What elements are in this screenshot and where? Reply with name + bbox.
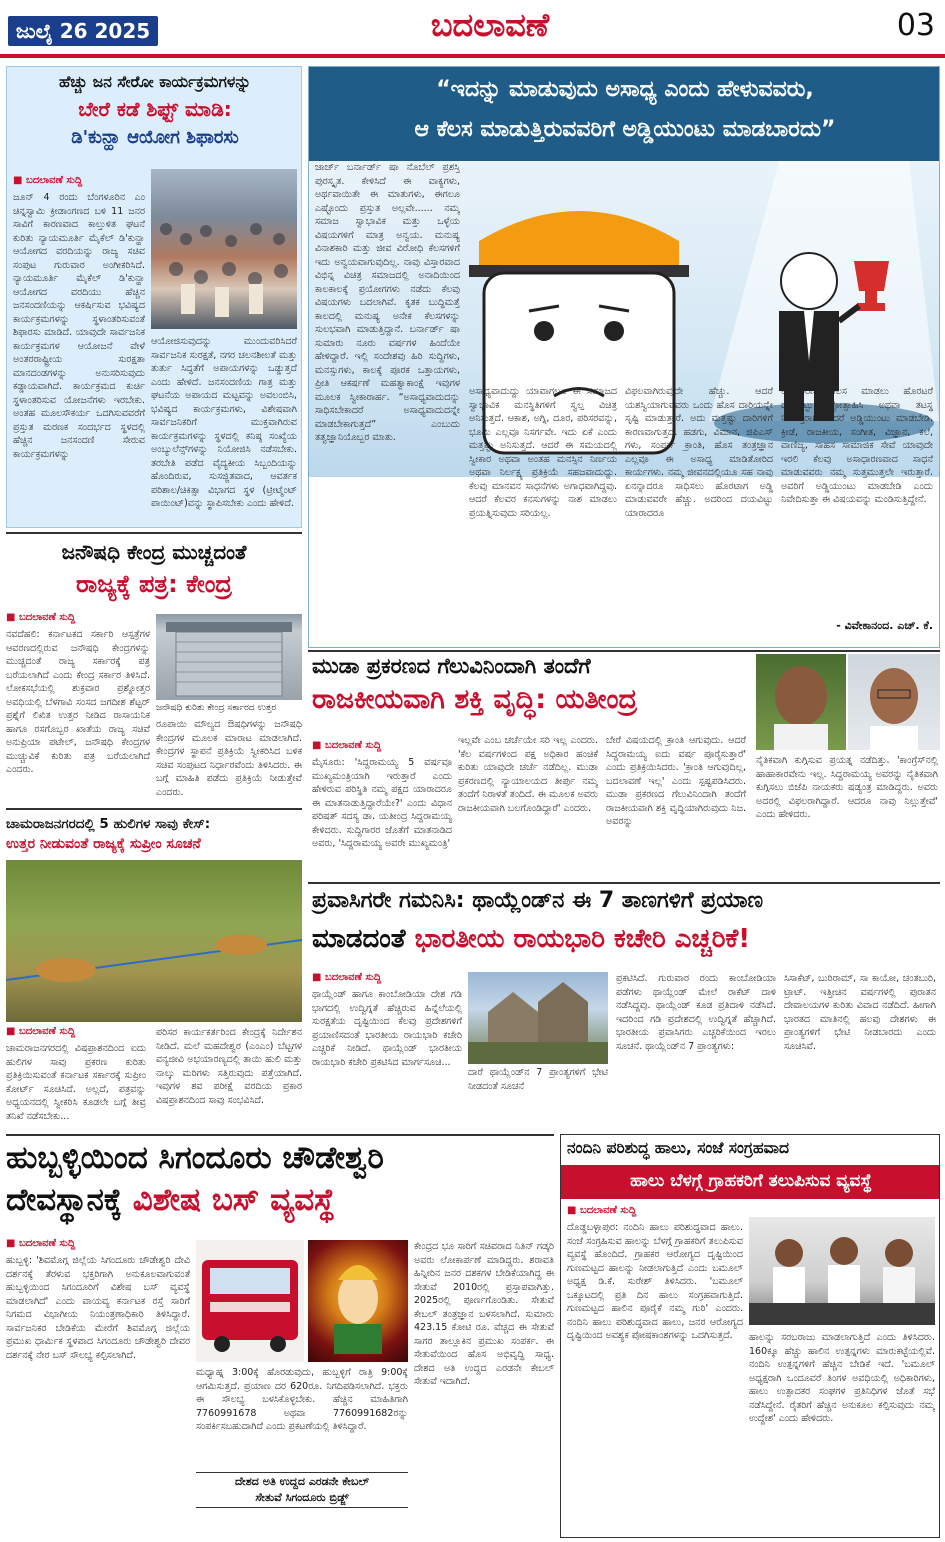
story-body: ನವದೆಹಲಿ: ಕರ್ನಾಟಕದ ಸರ್ಕಾರಿ ಆಸ್ಪತ್ರೆಗಳ ಆವರಣದಲ್ಲಿರುವ ಜನೌಷಧಿ ಕೇಂದ್ರಗಳನ್ನು ಮುಚ್ಚದಂತೆ ರಾಜ್ಯ ಸರ್ಕಾರಕ್ಕೆ ಪತ್ರ ಬರೆಯಲಾಗಿದೆ ಎಂದು ಕೇಂದ್ರ ಸರ್ಕಾರ ತಿಳಿಸಿದೆ. ಲೋಕಸಭೆಯಲ್ಲಿ ಶುಕ್ರವಾರ ಪ್ರಶ್ನೋತ್ತರ ಅವಧಿಯಲ್ಲಿ ಬೆಳಗಾವಿ ಸಂಸದ ಜಗದೀಶ ಶೆಟ್ಟರ್ ಪ್ರಶ್ನೆಗೆ ಲಿಖಿತ ಉತ್ತರ ನೀಡಿದ ರಾಸಾಯನಿಕ ಹಾಗೂ ರಸಗೊಬ್ಬರ ಖಾತೆಯ ರಾಜ್ಯ ಸಚಿವೆ ಅನುಪ್ರಿಯಾ ಪಟೇಲ್, ಜನೌಷಧಿ ಕೇಂದ್ರಗಳ ಮುಚ್ಚುವಿಕೆ ಕುರಿತು ಪತ್ರ ಬರೆಯಲಾಗಿದೆ ಎಂದರು. [6,629,150,775]
bus-illustration [196,1240,304,1362]
temple-photo [468,972,608,1064]
story-body: ಮೈಸೂರು: 'ಸಿದ್ದರಾಮಯ್ಯ 5 ವರ್ಷವೂ ಮುಖ್ಯಮಂತ್ರಿಯಾಗಿ ಇರುತ್ತಾರೆ ಎಂದು ಹೇಳಿರುವ ಪರಿಸ್ಥಿತಿ ನಮ್ಮ ಪಕ್ಷದ ಯಾರಾದರೂ ಈ ಮಾತನಾಡುತ್ತಿದ್ದಾರೆಯೇ?' ಎಂದು ವಿಧಾನ ಪರಿಷತ್ ಸದಸ್ಯ ಡಾ. ಯತೀಂದ್ರ ಸಿದ್ದರಾಮಯ್ಯ ಕೇಳಿದರು. ಸುದ್ದಿಗಾರರ ಜೊತೆಗೆ ಮಾತನಾಡಿದ ಅವರು, 'ಸಿದ್ದರಾಮಯ್ಯ ಅವರೇ ಮುಖ್ಯಮಂತ್ರಿ' [312,757,452,849]
story-headline: ಹಾಲು ಬೆಳಗ್ಗೆ ಗ್ರಾಹಕರಿಗೆ ತಲುಪಿಸುವ ವ್ಯವಸ್ಥೆ [630,1171,872,1191]
masthead-bar [0,0,945,58]
story-body: ಪ್ರಕಟಿಸಿದೆ. ಗುರುವಾರ ರಂದು ಕಾಂಬೋಡಿಯಾ ಪಡೆಗಳು ಥಾಯ್ಲೆಂಡ್ ಮೇಲೆ ರಾಕೆಟ್ ದಾಳಿ ನಡೆಸಿದ್ದವು. ಥಾಯ್ಲೆಂಡ್ ಕೂಡ ಪ್ರತಿದಾಳಿ ನಡೆಸಿದೆ. ಇದರಿಂದ ಗಡಿ ಪ್ರದೇಶದಲ್ಲಿ ಉದ್ವಿಗ್ನತೆ ಹೆಚ್ಚಾಗಿದೆ. ಭಾರತೀಯ ಪ್ರವಾಸಿಗರು ಎಚ್ಚರಿಕೆಯಿಂದ ಇರಲು ಸೂಚನೆ. ಥಾಯ್ಲೆಂಡ್‌ನ 7 ಪ್ರಾಂತ್ಯಗಳು: [616,973,776,1052]
story-tigers [6,812,302,1130]
photo-caption: ಜನೌಷಧಿ ಕುರಿತು ಕೇಂದ್ರ ಸರ್ಕಾರದ ಉತ್ತರ [156,703,277,713]
story-headline: ರಾಜಕೀಯವಾಗಿ ಶಕ್ತಿ ವೃದ್ಧಿ: ಯತೀಂದ್ರ [312,684,638,715]
portrait-illustration [848,654,940,750]
section-rule [308,882,940,884]
story-bus [6,1138,554,1538]
story-headline: ಜನೌಷಧಿ ಕೇಂದ್ರ ಮುಚ್ಚದಂತೆ [61,540,247,564]
newspaper-title: ಬದಲಾವಣೆ [430,6,550,44]
story-nandini [560,1134,940,1538]
politician-photo-right [848,654,940,750]
shutter-photo [156,614,302,700]
story-headline: ಮುಡಾ ಪ್ರಕರಣದ ಗೆಲುವಿನಿಂದಾಗಿ ತಂದೆಗೆ [312,654,591,678]
section-rule [6,532,302,534]
story-janaushadhi [6,536,302,806]
story-headline: ಚಾಮರಾಜನಗರದಲ್ಲಿ 5 ಹುಲಿಗಳ ಸಾವು ಕೇಸ್: [6,816,211,832]
story-headline: ನಂದಿನಿ ಪರಿಶುದ್ಧ ಹಾಲು, ಸಂಜೆ ಸಂಗ್ರಹವಾದ [567,1139,790,1157]
story-body: ಜೂನ್ 4 ರಂದು ಬೆಂಗಳೂರಿನ ಎಂ ಚಿನ್ನಸ್ವಾಮಿ ಕ್ರೀಡಾಂಗಣದ ಬಳಿ 11 ಜನರ ಸಾವಿಗೆ ಕಾರಣವಾದ ಕಾಲ್ತುಳಿತ ಘಟನೆ ಕುರಿತು ನ್ಯಾಯಮೂರ್ತಿ ಮೈಕೆಲ್ ಡಿ'ಕುನ್ಹಾ ಆಯೋಗದ ವರದಿಯನ್ನು ರಾಜ್ಯ ಸಚಿವ ಸಂಪುಟ ಗುರುವಾರ ಅಂಗೀಕರಿಸಿದೆ. ನ್ಯಾಯಮೂರ್ತಿ ಮೈಕೆಲ್ ಡಿ'ಕುನ್ಹಾ ಆಯೋಗದ ವರದಿಯು ಹೆಚ್ಚಿನ ಜನಸಂದಣಿಯನ್ನು ಆಕರ್ಷಿಸುವ ಭವಿಷ್ಯದ ಕಾರ್ಯಕ್ರಮಗಳನ್ನು ಸ್ಥಳಾಂತರಿಸುವಂತೆ ಶಿಫಾರಸು ಮಾಡಿದೆ. ಯಾವುದೇ ಸಾರ್ವಜನಿಕ ಕಾರ್ಯಕ್ರಮಗಳ ಆಯೋಜನೆ ವೇಳೆ ಅಂತರರಾಷ್ಟ್ರೀಯ ಸುರಕ್ಷತಾ ಮಾನದಂಡಗಳನ್ನು ಅನುಸರಿಸುವುದು ಕಡ್ಡಾಯವಾಗಿದೆ. ಕಾರ್ಯಕ್ರಮದ ಕುರ್ಚಿ ಸ್ಥಳಾಂತರಿಸುವ ಯೋಜನೆಗಳು ಇರಬೇಕು. ಅಂತಹ ಮೂಲಸೌಕರ್ಯ ಒದಗಿಸುವವರೆಗೆ ಪ್ರಸ್ತುತ ಮರಣಕ ಸಂದರ್ಭದ ಸ್ಥಳದಲ್ಲಿ ಹೆಚ್ಚಿನ ಜನಸಂದಣಿ ಸೇರುವ ಕಾರ್ಯಕ್ರಮಗಳನ್ನು [13,192,145,460]
info-box-title: ದೇಶದ ಅತಿ ಉದ್ದದ ಎರಡನೇ ಕೇಬಲ್ [235,1475,369,1488]
headline-part: ವಿಶೇಷ ಬಸ್ ವ್ಯವಸ್ಥೆ [132,1182,336,1218]
quote-text: ಆ ಕೆಲಸ ಮಾಡುತ್ತಿರುವವರಿಗೆ ಅಡ್ಡಿಯುಂಟು ಮಾಡಬಾರದು” [414,117,836,142]
crowd-illustration [151,169,297,329]
feature-intro: ಜಾರ್ಜ್ ಬರ್ನಾರ್ಡ್ ಷಾ ನೊಬೆಲ್ ಪ್ರಶಸ್ತಿ ಪುರಸ್ಕೃತ. ಕೇಳಿಸಿದೆ ಈ ವಾಕ್ಯಗಳು, ಅರ್ಥವಾಯಿತೇ ಈ ಮಾತುಗಳು, ಈಗಲೂ ಎಷ್ಟೊಂದು ಪ್ರಸ್ತುತ ಅಲ್ಲವೇ...... ನಮ್ಮ ಸಮಾಜ ಸ್ವಾಭಾವಿಕ ಮತ್ತು ಒಳ್ಳೆಯ ವಿಷಯಗಳಿಗೆ ಮಾತ್ರ ಅನ್ವಯ. ಮನುಷ್ಯ ವಿನಾಶಕಾರಿ ಮತ್ತು ಜೀವ ವಿರೋಧಿ ಕೆಲಸಗಳಿಗೆ ಇದು ಅನ್ವಯವಾಗುವುದಿಲ್ಲ. ನಾವು ವಿಸ್ತಾರವಾದ ವಿಭಿನ್ನ ವಿಚಿತ್ರ ಸಮಾಜದಲ್ಲಿ ಅನಾದಿಯಿಂದ ಕಾಲಕಾಲಕ್ಕೆ ಪ್ರಯೋಗಗಳು ನಡೆದು ಕೆಲವು ವಿಷಯಗಳು ಬದಲಾಗಿವೆ. ಕೃತಕ ಬುದ್ಧಿಮತ್ತೆ ಕಾಲದಲ್ಲಿ ಮನುಷ್ಯ ಅನೇಕ ಕೆಲಸಗಳನ್ನು ಸುಲಭವಾಗಿ ಮಾಡುತ್ತಿದ್ದಾನೆ. ಬರ್ನಾರ್ಡ್ ಷಾ ಸುಮಾರು ನೂರು ವರ್ಷಗಳ ಹಿಂದೆಯೇ ಹೇಳಿದ್ದಾರೆ. ಇಲ್ಲಿ ಸಂದೇಶವು ಹಿರಿ ಸುದ್ದಿಗಳು, ಮನಸ್ಸುಗಳು, ಕಾಲಕ್ಕೆ ಪೂರಕ ಒತ್ತಾಯಗಳು, ಪ್ರೀತಿ ಆಕರ್ಷಣೆ ಮಹತ್ವಾಕಾಂಕ್ಷೆ ಇವುಗಳ ಮೂಲಕ ಸ್ವೀಕಾರಾರ್ಹ. “ಅಸಾಧ್ಯವಾದುದನ್ನು ಸಾಧಿಸಬೇಕಾದರೆ ಅಸಾಧ್ಯವಾದುದನ್ನೇ ಮಾಡಬೇಕಾಗುತ್ತದೆ” ಎಂಬುದು ತತ್ವಜ್ಞಾನಿಯೊಬ್ಬರ ಮಾತು. [315,162,460,443]
headline-part: ದೇವಸ್ಥಾನಕ್ಕೆ [6,1182,133,1218]
byline: ■ ಬದಲಾವಣೆ ಸುದ್ದಿ [6,612,75,623]
portrait-illustration [756,654,846,750]
story-body: ಹುಬ್ಬಳ್ಳಿ: 'ಶಿವಮೊಗ್ಗ ಜಿಲ್ಲೆಯ ಸಿಗಂದೂರು ಚೌಡೇಶ್ವರಿ ದೇವಿ ದರ್ಶನಕ್ಕೆ ತೆರಳುವ ಭಕ್ತರಿಗಾಗಿ ಅನುಕೂಲವಾಗುವಂತೆ ಹುಬ್ಬಳ್ಳಿಯಿಂದ ಸಿಗಂದೂರಿಗೆ ವಿಶೇಷ ಬಸ್ ವ್ಯವಸ್ಥೆ ಮಾಡಲಾಗಿದೆ' ಎಂದು ವಾಯವ್ಯ ಕರ್ನಾಟಕ ರಸ್ತೆ ಸಾರಿಗೆ ನಿಗಮದ ವಿಭಾಗೀಯ ನಿಯಂತ್ರಣಾಧಿಕಾರಿ ತಿಳಿಸಿದ್ದಾರೆ. ಸಾರ್ವಜನಿಕರ ಬೇಡಿಕೆಯ ಮೇರೆಗೆ ಶಿವಮೊಗ್ಗ ಜಿಲ್ಲೆಯ ಪ್ರಮುಖ ಧಾರ್ಮಿಕ ಸ್ಥಳವಾದ ಸಿಗಂದೂರು ಚೌಡೇಶ್ವರಿ ದೇವರ ದರ್ಶನಕ್ಕೆ ನೇರ ಬಸ್ ಸೌಲಭ್ಯ ಕಲ್ಪಿಸಲಾಗಿದೆ. [6,1255,190,1361]
photo-caption: ದಾರೆ ಥಾಯ್ಲೆಂಡ್‌ನ 7 ಪ್ರಾಂತ್ಯಗಳಿಗೆ ಭೇಟಿ ನೀಡದಂತೆ ಸೂಚನೆ [468,1067,608,1092]
section-rule [308,650,940,652]
story-body: ನೈತಿಕವಾಗಿ ಕುಗ್ಗಿಸುವ ಪ್ರಯತ್ನ ನಡೆದಿತ್ತು. 'ಕಾಂಗ್ರೆಸ್‌ನಲ್ಲಿ ಹಾಹಾಕಾರವೇನು ಇಲ್ಲ. ಸಿದ್ದರಾಮಯ್ಯ ಅವರನ್ನು ನೈತಿಕವಾಗಿ ಕುಗ್ಗಿಸಲು ಬಿಜೆಪಿ ನಾಯಕರು ಷಡ್ಯಂತ್ರ ಮಾಡಿದ್ದರು. ಅವರು ಅದರಲ್ಲಿ ವಿಫಲರಾಗಿದ್ದಾರೆ. ಆದರೂ ನಾವು ನಿಲ್ಲುತ್ತೇವೆ' ಎಂದು ಹೇಳಿದರು. [756,755,938,820]
story-body: ಕೇಂದ್ರದ ಭೂ ಸಾರಿಗೆ ಸಚಿವರಾದ ನಿತಿನ್ ಗಡ್ಕರಿ ಅವರು ಲೋಕಾರ್ಪಣೆ ಮಾಡಿದ್ದರು. ಶರಾವತಿ ಹಿನ್ನೀರಿನ ಜನರ ದಶಕಗಳ ಬೇಡಿಕೆಯಾಗಿದ್ದ ಈ ಸೇತುವೆ 2010ರಲ್ಲಿ ಪ್ರಸ್ತಾಪವಾಗಿತ್ತು. 2025ರಲ್ಲಿ ಪೂರ್ಣಗೊಂಡಿತು. ಸೇತುವೆ ಕೇಬಲ್ ತಂತ್ರಜ್ಞಾನ ಬಳಸಲಾಗಿದೆ. ಸುಮಾರು 423.15 ಕೋಟಿ ರೂ. ವೆಚ್ಚದ ಈ ಸೇತುವೆ ಸಾಗರ ತಾಲ್ಲೂಕಿನ ಪ್ರಮುಖ ಸಂಪರ್ಕ. ಈ ಸೇತುವೆಯಿಂದ ಹೊಸ ಅಭಿವೃದ್ಧಿ ಸಾಧ್ಯ. ದೇಶದ ಅತಿ ಉದ್ದದ ಎರಡನೇ ಕೇಬಲ್ ಸೇತುವೆ ಇದಾಗಿದೆ. [414,1241,554,1387]
story-body: ಹಾಲನ್ನು ಸರಬರಾಜು ಮಾಡಲಾಗುತ್ತಿದೆ ಎಂದು ತಿಳಿಸಿದರು. 160ಕ್ಕೂ ಹೆಚ್ಚು ಹಾಲಿನ ಉತ್ಪನ್ನಗಳು ಮಾರುಕಟ್ಟೆಯಲ್ಲಿವೆ. ನಂದಿನಿ ಉತ್ಪನ್ನಗಳಿಗೆ ಹೆಚ್ಚಿನ ಬೇಡಿಕೆ ಇದೆ. 'ಬಮೂಲ್ ಅಧ್ಯಕ್ಷರಾಗಿ ಒಂದೂವರೆ ತಿಂಗಳ ಅವಧಿಯಲ್ಲಿ ಅಧಿಕಾರಿಗಳು, ಹಾಲು ಉತ್ಪಾದಕರ ಸಂಘಗಳ ಪ್ರತಿನಿಧಿಗಳ ಜೊತೆ ಸಭೆ ನಡೆಸಿದ್ದೇನೆ. ರೈತರಿಗೆ ಹೆಚ್ಚಿನ ಅನುಕೂಲ ಕಲ್ಪಿಸುವುದು ನಮ್ಮ ಉದ್ದೇಶ' ಎಂದು ಹೇಳಿದರು. [749,1332,935,1424]
press-meet-illustration [749,1217,935,1325]
byline: ■ ಬದಲಾವಣೆ ಸುದ್ದಿ [13,175,82,186]
story-muda [308,654,940,880]
feature-body: ಅಸಾಧಾರಣ ಕೆಲಸ ಮಾಡಲು ಹೊರಟರೆ ದಯವಿಟ್ಟು ಪ್ರೋತ್ಸಾಹಿಸಿ ಅಥವಾ ತಟಸ್ಥ ನಿರ್ಲಿಪ್ತರಾಗಿ. ಆದರೆ ಅಡ್ಡಿಯುಂಟು ಮಾಡಬೇಡಿ. ಕ್ರೀಡೆ, ರಾಜಕೀಯ, ಸಂಗೀತ, ವಿಜ್ಞಾನ, ಕಲೆ, ವಾಣಿಜ್ಯ, ಸಾಹಸ ಸಾಮಾಜಿಕ ಸೇವೆ ಯಾವುದೇ ಇರಲಿ ಕೆಲವು ಅಸಾಧಾರಣವಾದ ಸಾಧನೆ ಮಾಡುವವರು ನಮ್ಮ ಸುತ್ತಮುತ್ತಲೇ ಇರುತ್ತಾರೆ. ಅವರಿಗೆ ಅಡ್ಡಿಯುಂಟು ಮಾಡಬೇಡಿ ಎಂದು ನಿವೇದಿಸುತ್ತಾ ಈ ವಿಷಯವನ್ನು ಮಂಡಿಸುತ್ತಿದ್ದೇನೆ. [781,386,933,505]
crowd-photo [151,169,297,329]
story-body: ಥಾಯ್ಲೆಂಡ್ ಹಾಗೂ ಕಾಂಬೋಡಿಯಾ ದೇಶ ಗಡಿ ಭಾಗದಲ್ಲಿ ಉದ್ವಿಗ್ನತೆ ಹೆಚ್ಚಿರುವ ಹಿನ್ನೆಲೆಯಲ್ಲಿ ಸುರಕ್ಷತೆಯ ದೃಷ್ಟಿಯಿಂದ ಕೆಲವು ಪ್ರದೇಶಗಳಿಗೆ ಪ್ರಯಾಣಿಸದಂತೆ ಭಾರತೀಯ ರಾಯಭಾರಿ ಕಚೇರಿ ಎಚ್ಚರಿಕೆ ನೀಡಿದೆ. ಥಾಯ್ಲೆಂಡ್ ಭಾರತೀಯ ರಾಯಭಾರಿ ಕಚೇರಿ ಪ್ರಕಟಿಸಿದ ಮಾರ್ಗಸೂಚಿ... [312,989,462,1068]
quote-text: “ಇದನ್ನು ಮಾಡುವುದು ಅಸಾಧ್ಯ ಎಂದು ಹೇಳುವವರು, [436,77,814,102]
feature-body: ಅಸಾಧ್ಯವಾದುದ್ದು ಯಾವಾಗಲೂ ಈ ಸಮಾಜದ ಸ್ವಾಭಾವಿಕ ಮನಸ್ಥಿತಿಗಳಿಗೆ ಸ್ವಲ್ಪ ವಿಚಿತ್ರ ಅನಿಸುತ್ತದೆ. ಆಕಾಶ, ಅಗ್ನಿ, ದೂರ, ಪರಿಸರವನ್ನು, ಭೂಮಿ ಎಲ್ಲವೂ ನಿಸರ್ಗವೇ. ಇದು ಏಕೆ ಎಂದು ಮತ್ತಷ್ಟು ಅನಿಸುತ್ತದೆ. ಆದರೆ ಈ ಸಮಯದಲ್ಲಿ ಸ್ವೀಕಾರ ಅಥವಾ ಅಂತಹ ಮನಸ್ಸಿನ ನಿರ್ಣಯ ಅಥವಾ ನಿರ್ಲಕ್ಷ್ಯ ಪ್ರತಿಕ್ರಿಯೆ ಸಹಜವಾದುದ್ದು. ಕೆಲವು ಮಾನವನ ಸಾಧನೆಗಳು ಅಗಾಧವಾಗಿದ್ದವು. ಆದರೆ ಕೆಲವರ ಕನಸುಗಳನ್ನು ನಾಶ ಮಾಡಲು ಪ್ರಯತ್ನಿಸುವುದು ಸರಿಯಲ್ಲ. [469,386,617,519]
shop-shutter-illustration [156,614,302,700]
press-meet-photo [749,1217,935,1325]
section-rule [6,1134,554,1136]
story-headline: ಉತ್ತರ ನೀಡುವಂತೆ ರಾಜ್ಯಕ್ಕೆ ಸುಪ್ರೀಂ ಸೂಚನೆ [6,836,201,852]
story-body: ಸಿಸಾಕೆಟ್, ಬುರಿರಾಮ್, ಸಾ ಕಾಯೋ, ಚಂತಬುರಿ, ಟ್ರಾಟ್. ಇತ್ತೀಚಿನ ವರ್ಷಗಳಲ್ಲಿ ಪುರಾತನ ದೇವಾಲಯಗಳ ಕುರಿತು ವಿವಾದ ನಡೆದಿದೆ. ಹೀಗಾಗಿ ಭಾರತದ ಮಾತಿನಲ್ಲಿ ಹಲವು ದೇಶಗಳು ಈ ಪ್ರಾಂತ್ಯಗಳಿಗೆ ಭೇಟಿ ನೀಡಬಾರದು ಎಂದು ಸೂಚಿಸಿವೆ. [784,973,936,1052]
story-headline: ಹೆಚ್ಚು ಜನ ಸೇರೋ ಕಾರ್ಯಕ್ರಮಗಳನ್ನು [58,73,251,91]
story-headline: ಡಿ'ಕುನ್ಹಾ ಆಯೋಗ ಶಿಫಾರಸು [71,127,239,148]
page-number: 03 [896,8,935,43]
temple-illustration [468,972,608,1064]
story-body: ರೂಪಾಯಿ ಮೌಲ್ಯದ ಔಷಧಿಗಳನ್ನು ಜನೌಷಧಿ ಕೇಂದ್ರಗಳ ಮೂಲಕ ಮಾರಾಟ ಮಾಡಲಾಗಿದೆ. ಕೇಂದ್ರಗಳ ಸ್ಥಾಪನೆ ಪ್ರತಿಕ್ರಿಯೆ ಸ್ವೀಕರಿಸಿದ ಬಳಿಕ ಸಚಿವ ಸಂಪುಟದ ನಿರ್ಧಾರವೆಂದು ತಿಳಿಸಿದರು. ಈ ಬಗ್ಗೆ ಮಾಹಿತಿ ಪಡೆದು ಪ್ರತಿಕ್ರಿಯೆ ನೀಡುತ್ತೇವೆ ಎಂದರು. [156,719,302,798]
story-body: ಮಧ್ಯಾಹ್ನ 3:00ಕ್ಕೆ ಹೊರಡುವುದು, ಹುಬ್ಬಳ್ಳಿಗೆ ರಾತ್ರಿ 9:00ಕ್ಕೆ ಆಗಮಿಸುತ್ತದೆ. ಪ್ರಯಾಣ ದರ 620ರೂ. ನಿಗದಿಪಡಿಸಲಾಗಿದೆ. ಭಕ್ತರು ಈ ಸೌಲಭ್ಯ ಬಳಸಿಕೊಳ್ಳಬೇಕು. ಹೆಚ್ಚಿನ ಮಾಹಿತಿಗಾಗಿ 7760991678 ಅಥವಾ 7760991682ರನ್ನು ಸಂಪರ್ಕಿಸಬಹುದಾಗಿದೆ ಎಂದು ಪ್ರಕಟಣೆಯಲ್ಲಿ ತಿಳಿಸಿದ್ದಾರೆ. [196,1367,408,1432]
story-body: ಇಲ್ಲವೇ ಎಂಬ ಚರ್ಚೆಯೇ ಸರಿ ಇಲ್ಲ ಎಂದರು. 'ಕೆಲ ವರ್ಷಗಳಿಂದ ಪಕ್ಷ ಅಧಿಕಾರ ಹಂಚಿಕೆ ಕುರಿತು ಯಾವುದೇ ಚರ್ಚೆ ನಡೆದಿಲ್ಲ. ಮುಡಾ ಪ್ರಕರಣದಲ್ಲಿ ನ್ಯಾಯಾಲಯದ ತೀರ್ಪು ನಮ್ಮ ತಂದೆಗೆ ನಿರಾಳತೆ ತಂದಿದೆ. ಈ ಮೂಲಕ ಅವರು ರಾಜಕೀಯವಾಗಿ ಬಲಗೊಂಡಿದ್ದಾರೆ' ಎಂದರು. [458,735,598,814]
byline: ■ ಬದಲಾವಣೆ ಸುದ್ದಿ [6,1238,75,1249]
story-crowd-events [6,66,302,528]
politician-photo-left [756,654,846,750]
story-body: ಬೇರೆ ವಿಷಯದಲ್ಲಿ ಕ್ರಾಂತಿ ಆಗುವುದು. ಆದರೆ ಸಿದ್ದರಾಮಯ್ಯ ಐದು ವರ್ಷ ಪೂರೈಸುತ್ತಾರೆ' ಎಂದು ಪ್ರತಿಕ್ರಿಯಿಸಿದರು. 'ಕ್ರಾಂತಿ ಆಗುವುದಿಲ್ಲ, ಬದಲಾವಣೆ ಇಲ್ಲ' ಎಂದು ಸ್ಪಷ್ಟಪಡಿಸಿದರು. ಮುಡಾ ಪ್ರಕರಣದ ಗೆಲುವಿನಿಂದಾಗಿ ತಂದೆಗೆ ರಾಜಕೀಯವಾಗಿ ಶಕ್ತಿ ವೃದ್ಧಿಯಾಗಿರುವುದು ನಿಜ. ಅವರನ್ನು [606,735,746,827]
headline-part: ಭಾರತೀಯ ರಾಯಭಾರಿ ಕಚೇರಿ ಎಚ್ಚರಿಕೆ! [414,924,751,954]
story-thailand [308,886,940,1130]
deity-illustration [308,1240,408,1362]
byline: ■ ಬದಲಾವಣೆ ಸುದ್ದಿ [6,1026,75,1037]
headline-part: ಮಾಡದಂತೆ [312,924,415,954]
story-body: ಚಾಮರಾಜನಗರದಲ್ಲಿ ವಿಷಪ್ರಾಶನದಿಂದ ಐದು ಹುಲಿಗಳ ಸಾವು ಪ್ರಕರಣ ಕುರಿತು ಪ್ರತಿಕ್ರಿಯಿಸುವಂತೆ ಕರ್ನಾಟಕ ಸರ್ಕಾರಕ್ಕೆ ಸುಪ್ರೀಂ ಕೋರ್ಟ್ ಸೂಚಿಸಿದೆ. ಅಲ್ಲದೆ, ಪತ್ರವನ್ನು ಅಧ್ಯಯನದಲ್ಲಿ ಸ್ವೀಕರಿಸಿ ಕೂಡಲೇ ಬಗ್ಗೆ ತೀವ್ರ ತನಿಖೆ ನಡೆಸಬೇಕು... [6,1043,146,1122]
issue-date: ಜುಲೈ 26 2025 [8,16,158,46]
tiger-photo [6,860,302,1022]
story-headline [6,1182,554,1219]
story-body: ಪರಿಸರ ಕಾರ್ಯಕರ್ತರಿಂದ ಕೇಂದ್ರಕ್ಕೆ ನಿರ್ದೇಶನ ನೀಡಿದೆ. ಮಲೆ ಮಹದೇಶ್ವರ (ಎಂಎಂ) ಬೆಟ್ಟಗಳ ವನ್ಯಜೀವಿ ಅಭಯಾರಣ್ಯದಲ್ಲಿ ತಾಯಿ ಹುಲಿ ಮತ್ತು ನಾಲ್ಕು ಮರಿಗಳು ಸತ್ತಿರುವುದು ಪತ್ತೆಯಾಗಿದೆ. ಇವುಗಳ ಶವ ಪರೀಕ್ಷೆ ವರದಿಯ ಪ್ರಕಾರ ವಿಷಪ್ರಾಶನದಿಂದ ಸಾವು ಸಂಭವಿಸಿದೆ. [156,1027,302,1106]
forest-floor-illustration [6,860,302,1022]
story-body: ದೊಡ್ಡಬಳ್ಳಾಪುರ: ನಂದಿನಿ ಹಾಲು ಪರಿಶುದ್ಧವಾದ ಹಾಲು. ಸಂಜೆ ಸಂಗ್ರಹಿಸುವ ಹಾಲನ್ನು ಬೆಳಗ್ಗೆ ಗ್ರಾಹಕರಿಗೆ ತಲುಪಿಸುವ ವ್ಯವಸ್ಥೆ ಹೊಂದಿದೆ. ಗ್ರಾಹಕರ ಆರೋಗ್ಯದ ದೃಷ್ಟಿಯಿಂದ ಗುಣಮಟ್ಟದ ಹಾಲನ್ನು ನೀಡಲಾಗುತ್ತಿದೆ ಎಂದು ಬಮೂಲ್ ಅಧ್ಯಕ್ಷ ಡಿ.ಕೆ. ಸುರೇಶ್ ತಿಳಿಸಿದರು. 'ಬಮೂಲ್ ಒಕ್ಕೂಟದಲ್ಲಿ ಪ್ರತಿ ದಿನ ಹಾಲು ಸಂಗ್ರಹವಾಗುತ್ತಿದೆ. ಗುಣಮಟ್ಟದ ಹಾಲಿನ ಪೂರೈಕೆ ನಮ್ಮ ಗುರಿ' ಎಂದರು. ನಂದಿನಿ ಹಾಲು ಪರಿಶುದ್ಧವಾದ ಹಾಲು, ಜನರ ಆರೋಗ್ಯದ ದೃಷ್ಟಿಯಿಂದ ಅವಶ್ಯಕ ಪೋಷಕಾಂಶಗಳನ್ನು ಒದಗಿಸುತ್ತದೆ. [567,1222,743,1341]
section-rule [6,808,302,810]
info-box [196,1472,408,1508]
goddess-photo [308,1240,408,1362]
feature-body: ವಿಫಲವಾಗಿರುವುದೇ ಹೆಚ್ಚು. ಆದರೆ ಯಶಸ್ವಿಯಾಗುವವರು ಒಂದು ಹೊಸ ದಾರಿಯನ್ನೇ ಸೃಷ್ಟಿ ಮಾಡುತ್ತಾರೆ. ಅದು ಮತ್ತಷ್ಟು ದಾರಿಗಳಿಗೆ ಕಾರಣವಾಗುತ್ತದೆ. ಹಡಗು, ವಿಮಾನ, ಜಿಪಿಎಸ್ ಗಳು, ಸಂಪರ್ಕ ಕ್ರಾಂತಿ, ಹೊಸ ತಂತ್ರಜ್ಞಾನ ಎಲ್ಲವೂ ಈ ಅಸಾಧ್ಯ ಮಾಡಿತೋರಿದ ಕಾರ್ಯಗಳು. ನಮ್ಮ ಜೀವನದಲ್ಲಿಯೂ ಸಹ ನಾವು ಏನನ್ನಾದರೂ ಸಾಧಿಸಲು ಹೊರಟಾಗ ಅಡ್ಡಿ ಮಾಡುವವರೇ ಹೆಚ್ಚು. ಅದರಿಂದ ದಯವಿಟ್ಟು ಯಾರಾದರೂ [625,386,773,519]
quote-feature [308,66,940,648]
story-headline: ಹುಬ್ಬಳ್ಳಿಯಿಂದ ಸಿಗಂದೂರು ಚೌಡೇಶ್ವರಿ [6,1140,384,1176]
story-headline: ಬೇರೆ ಕಡೆ ಶಿಫ್ಟ್ ಮಾಡಿ: [78,97,232,121]
story-headline [312,924,936,955]
feature-author: - ವಿವೇಕಾನಂದ. ಎಚ್. ಕೆ. [836,619,933,632]
byline: ■ ಬದಲಾವಣೆ ಸುದ್ದಿ [567,1205,636,1216]
headline-banner [561,1165,940,1199]
story-headline: ರಾಜ್ಯಕ್ಕೆ ಪತ್ರ: ಕೇಂದ್ರ [76,570,232,598]
info-box-title: ಸೇತುವೆ ಸಿಗಂದೂರು ಬ್ರಿಡ್ಜ್ [255,1491,349,1504]
byline: ■ ಬದಲಾವಣೆ ಸುದ್ದಿ [312,972,381,983]
story-headline: ಪ್ರವಾಸಿಗರೇ ಗಮನಿಸಿ: ಥಾಯ್ಲೆಂಡ್‌ನ ಈ 7 ತಾಣಗಳಿಗೆ ಪ್ರಯಾಣ [312,888,764,913]
quote-banner [309,67,940,161]
byline: ■ ಬದಲಾವಣೆ ಸುದ್ದಿ [312,740,381,751]
bus-photo [196,1240,304,1362]
story-body: ಆಯೋಜಿಸುವುದನ್ನು ಮುಂದುವರಿಸಿದರೆ ಸಾರ್ವಜನಿಕ ಸುರಕ್ಷತೆ, ನಗರ ಚಲನಶೀಲತೆ ಮತ್ತು ತುರ್ತು ಸಿದ್ಧತೆಗೆ ಅಪಾಯಗಳನ್ನು ಒಡ್ಡುತ್ತದೆ ಎಂದು ಹೇಳಿದೆ. ಜನಸಂದಣಿಯ ಗಾತ್ರ ಮತ್ತು ಘಟನೆಯ ಅಪಾಯದ ಮಟ್ಟವನ್ನು ಅವಲಂಬಿಸಿ, ಭವಿಷ್ಯದ ಕಾರ್ಯಕ್ರಮಗಳು, ವಿಶೇಷವಾಗಿ ಸಾರ್ವಜನಿಕರಿಗೆ ಮುಕ್ತವಾಗಿರುವ ಕಾರ್ಯಕ್ರಮಗಳನ್ನು ಸ್ಥಳದಲ್ಲಿ ಕನಿಷ್ಠ ಸಂಖ್ಯೆಯ ಅಂಬ್ಯುಲೆನ್ಸ್‌ಗಳನ್ನು ನಿಯೋಜಿಸಿ ನಡೆಸಬೇಕು. ತರಬೇತಿ ಪಡೆದ ವೈದ್ಯಕೀಯ ಸಿಬ್ಬಂದಿಯನ್ನು ಹೊಂದಿರುವ, ಸುಸಜ್ಜಿತವಾದ, ಆವರ್ತಕ ಪರಿಶಾಲ/ಚಿಕಿತ್ಸಾ ವಿಭಾಗದ ಸ್ಥಳ (ಟ್ರೀಟ್ಮೆಂಟ್ ಪಾಯಿಂಟ್)ವನ್ನು ಸ್ಥಾಪಿಸಬೇಕು ಎಂದು ಹೇಳಿದೆ. [151,336,297,509]
